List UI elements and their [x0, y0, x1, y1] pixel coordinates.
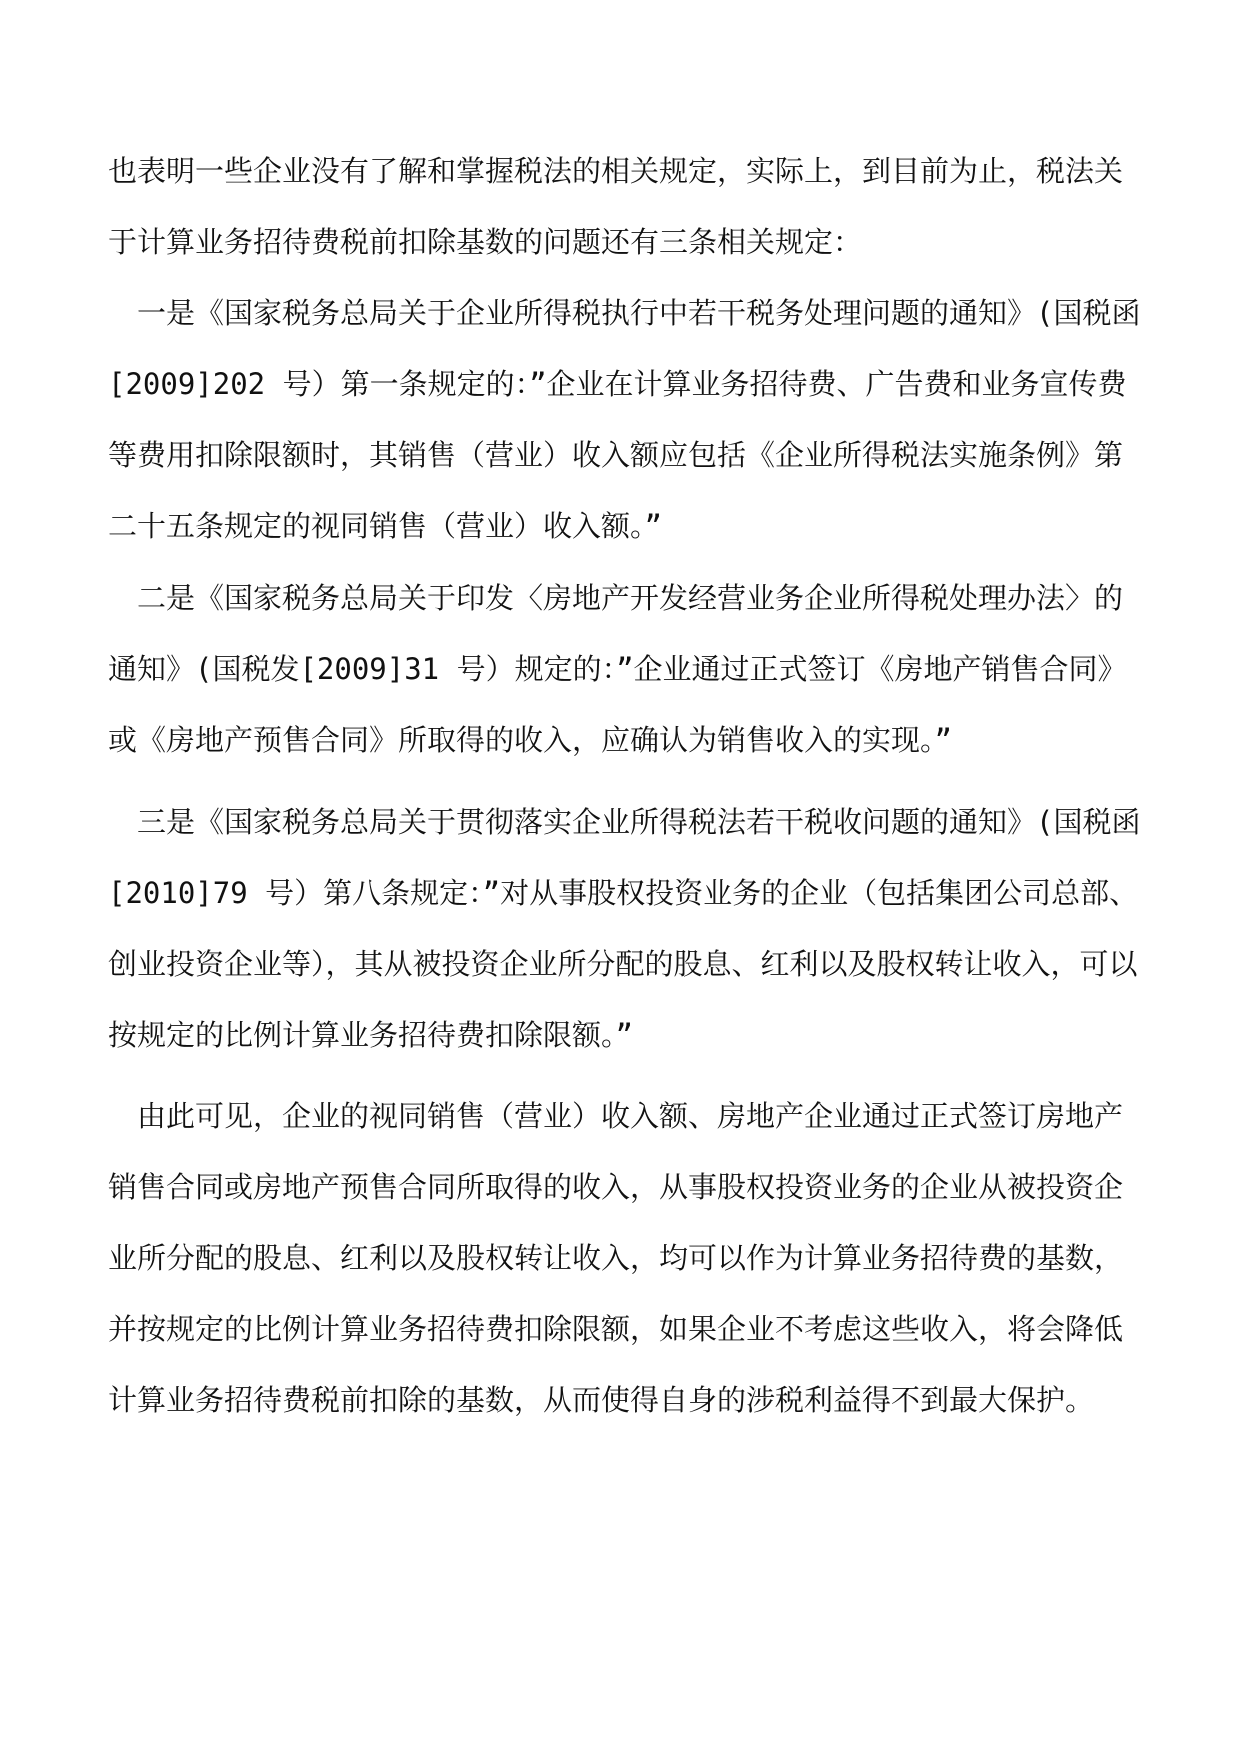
text-line: 销售合同或房地产预售合同所取得的收入，从事股权投资业务的企业从被投资企: [108, 1170, 1124, 1204]
text-line: 等费用扣除限额时，其销售（营业）收入额应包括《企业所得税法实施条例》第: [108, 438, 1124, 472]
text-line: 二是《国家税务总局关于印发〈房地产开发经营业务企业所得税处理办法〉的: [108, 581, 1124, 615]
text-line: 或《房地产预售合同》所取得的收入，应确认为销售收入的实现。”: [108, 723, 952, 757]
text-line: 于计算业务招待费税前扣除基数的问题还有三条相关规定：: [108, 225, 863, 259]
text-line: 一是《国家税务总局关于企业所得税执行中若干税务处理问题的通知》(国税函: [108, 296, 1141, 330]
text-line: 按规定的比例计算业务招待费扣除限额。”: [108, 1018, 633, 1052]
text-line: 并按规定的比例计算业务招待费扣除限额，如果企业不考虑这些收入，将会降低: [108, 1312, 1124, 1346]
text-line: 业所分配的股息、红利以及股权转让收入，均可以作为计算业务招待费的基数，: [108, 1241, 1124, 1275]
text-line: 三是《国家税务总局关于贯彻落实企业所得税法若干税收问题的通知》(国税函: [108, 805, 1141, 839]
text-line: 由此可见，企业的视同销售（营业）收入额、房地产企业通过正式签订房地产: [108, 1099, 1124, 1133]
text-line: 通知》(国税发[2009]31 号）规定的：”企业通过正式签订《房地产销售合同》: [108, 652, 1127, 686]
text-line: 二十五条规定的视同销售（营业）收入额。”: [108, 509, 662, 543]
text-line: [2009]202 号）第一条规定的：”企业在计算业务招待费、广告费和业务宣传费: [108, 367, 1127, 401]
text-line: 也表明一些企业没有了解和掌握税法的相关规定，实际上，到目前为止，税法关: [108, 154, 1124, 188]
text-line: 计算业务招待费税前扣除的基数，从而使得自身的涉税利益得不到最大保护。: [108, 1383, 1095, 1417]
text-line: 创业投资企业等），其从被投资企业所分配的股息、红利以及股权转让收入，可以: [108, 947, 1138, 981]
text-line: [2010]79 号）第八条规定：”对从事股权投资业务的企业（包括集团公司总部、: [108, 876, 1139, 910]
